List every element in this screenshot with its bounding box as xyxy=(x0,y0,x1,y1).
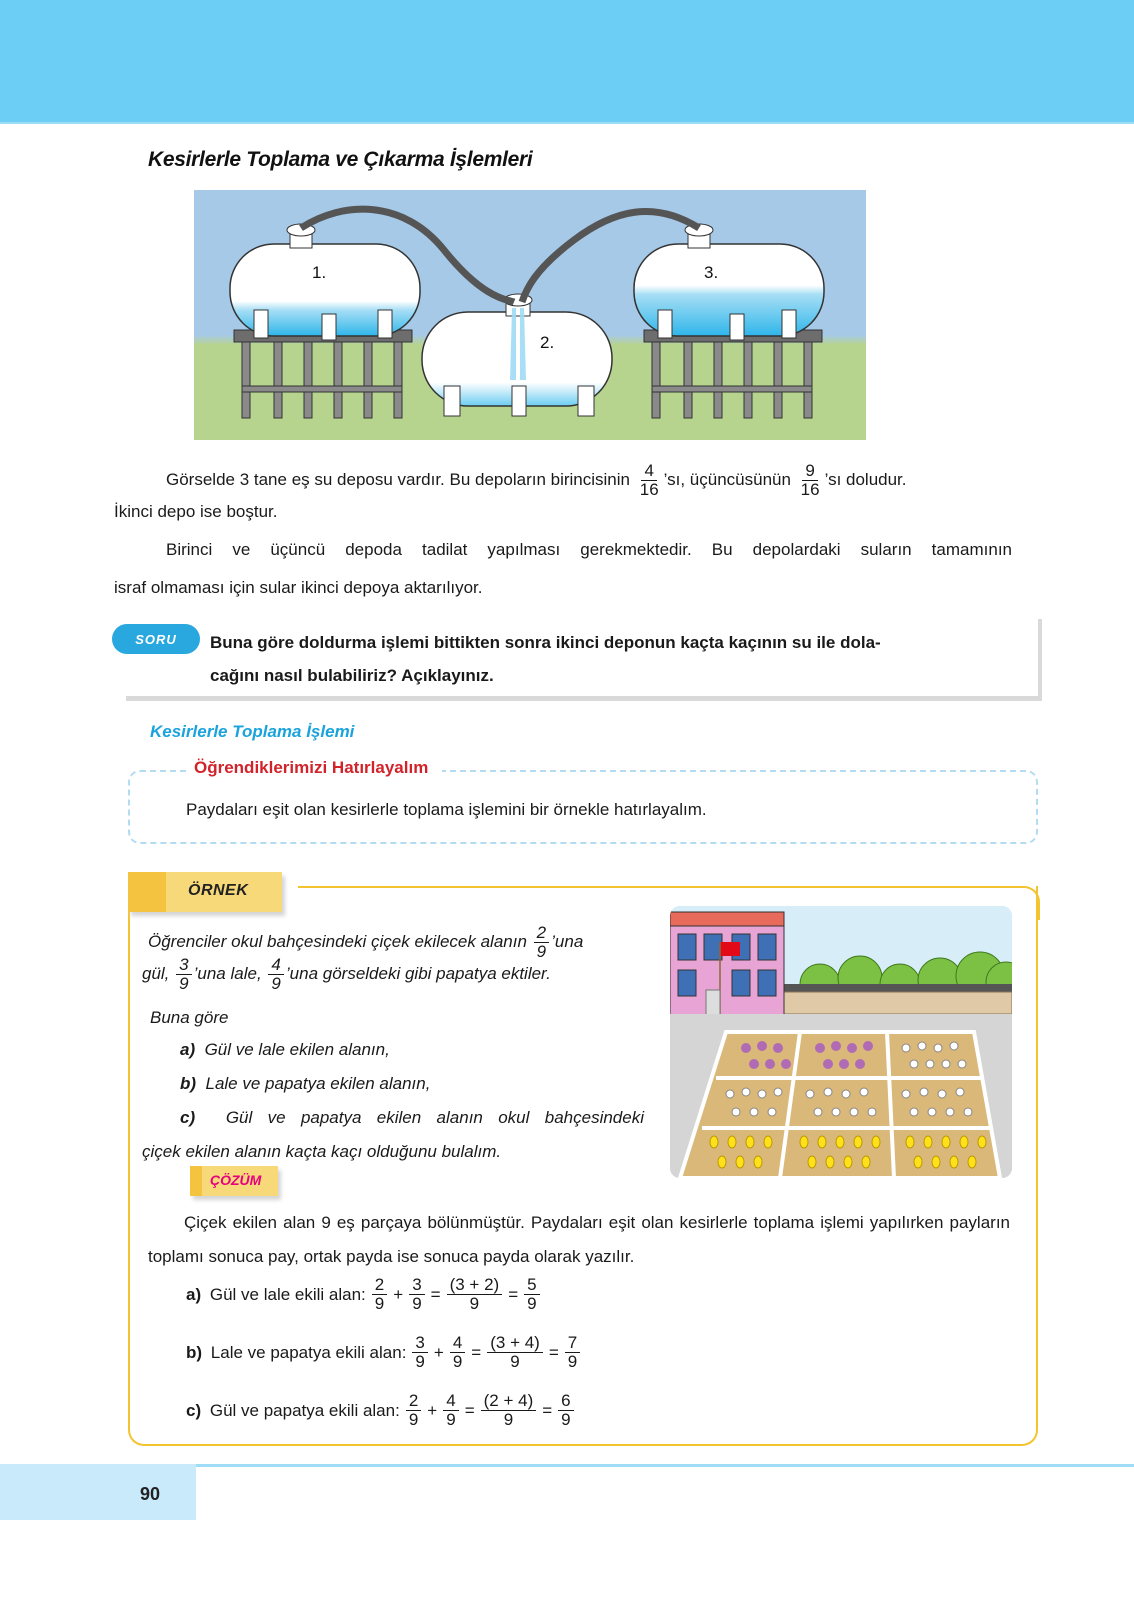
fraction-3-9: $\frac{3}{9}$ xyxy=(176,956,191,993)
solution-tab-label: ÇÖZÜM xyxy=(210,1172,262,1188)
water-tanks-illustration xyxy=(194,190,866,440)
example-item-c: c) Gül ve papatya ekilen alanın okul bahçesindeki xyxy=(180,1108,644,1127)
question-badge: SORU xyxy=(112,624,200,654)
intro-line-3: Birinci ve üçüncü depoda tadilat yapılması gerekmektedir. Bu depolardaki suların tamamının xyxy=(166,540,1012,559)
intro-line-1 xyxy=(166,462,907,499)
tank-3-label: 3. xyxy=(704,263,719,282)
fraction: $\frac{3}{9}$ xyxy=(412,1334,427,1371)
solution-tab-stripe xyxy=(190,1166,202,1196)
fraction: $\frac{(2 + 4)}{9}$ xyxy=(481,1392,537,1429)
section-title: Kesirlerle Toplama ve Çıkarma İşlemleri xyxy=(148,148,533,171)
solution-paragraph: Çiçek ekilen alan 9 eş parçaya bölünmüştür. Paydaları eşit olan kesirlerle toplama işlemi yapılırken payların toplamı sonuca pay, ortak payda ise sonuca payda olarak yazılır. xyxy=(148,1213,1010,1266)
example-line-3: Buna göre xyxy=(150,1008,229,1027)
fraction: $\frac{5}{9}$ xyxy=(524,1276,539,1313)
header-band xyxy=(0,0,1134,124)
fraction: $\frac{4}{9}$ xyxy=(443,1392,458,1429)
tank-2-label: 2. xyxy=(540,333,555,352)
school-garden-illustration xyxy=(670,906,1012,1178)
intro-text: ’sı doludur. xyxy=(824,469,907,489)
question-line-1: Buna göre doldurma işlemi bittikten sonra ikinci deponun kaçta kaçının su ile dola- xyxy=(210,633,881,652)
equation-b: b) Lale ve papatya ekili alan: $\frac{3}{9}$ + $\frac{4}{9}$ = $\frac{(3 + 4)}{9}$ = $\frac{7}{9}$ xyxy=(186,1334,582,1371)
subsection-title: Kesirlerle Toplama İşlemi xyxy=(150,722,355,741)
equation-a: a) Gül ve lale ekili alan: $\frac{2}{9}$ + $\frac{3}{9}$ = $\frac{(3 + 2)}{9}$ = $\frac{5}{9}$ xyxy=(186,1276,542,1313)
example-item-a: a) Gül ve lale ekilen alanın, xyxy=(180,1040,390,1059)
page-number: 90 xyxy=(140,1484,161,1504)
example-card-top-border xyxy=(298,886,1018,888)
example-line-last: çiçek ekilen alanın kaçta kaçı olduğunu bulalım. xyxy=(142,1142,502,1161)
fraction: $\frac{(3 + 4)}{9}$ xyxy=(487,1334,543,1371)
intro-text: Görselde 3 tane eş su deposu vardır. Bu depoların birincisinin xyxy=(166,469,630,489)
intro-line-2: İkinci depo ise boştur. xyxy=(114,502,278,521)
fraction: $\frac{2}{9}$ xyxy=(406,1392,421,1429)
question-text xyxy=(210,626,1018,692)
fraction: $\frac{6}{9}$ xyxy=(558,1392,573,1429)
example-tab xyxy=(128,872,282,912)
fraction-4-16: $\frac{4}{16}$ xyxy=(639,461,659,499)
solution-tab xyxy=(190,1166,278,1196)
intro-text: ’sı, üçüncüsünün xyxy=(663,469,791,489)
example-line-1: Öğrenciler okul bahçesindeki çiçek ekilecek alanın $\frac{2}{9}$ ’una xyxy=(148,923,584,961)
fraction-2-9: $\frac{2}{9}$ xyxy=(534,924,549,961)
example-tab-stripe xyxy=(128,872,166,912)
question-line-2: cağını nasıl bulabiliriz? Açıklayınız. xyxy=(210,666,494,685)
fraction: $\frac{2}{9}$ xyxy=(372,1276,387,1313)
fraction-9-16: $\frac{9}{16}$ xyxy=(800,461,820,499)
example-item-b: b) Lale ve papatya ekilen alanın, xyxy=(180,1074,431,1093)
footer-line xyxy=(196,1464,1134,1467)
recall-text: Paydaları eşit olan kesirlerle toplama işlemini bir örnekle hatırlayalım. xyxy=(186,800,707,819)
fraction: $\frac{4}{9}$ xyxy=(450,1334,465,1371)
tank-1-label: 1. xyxy=(312,263,327,282)
example-tab-label: ÖRNEK xyxy=(188,882,249,899)
fraction: $\frac{3}{9}$ xyxy=(409,1276,424,1313)
fraction-4-9: $\frac{4}{9}$ xyxy=(268,956,283,993)
recall-title: Öğrendiklerimizi Hatırlayalım xyxy=(186,758,442,778)
footer-page-box xyxy=(0,1464,196,1520)
tanks-svg xyxy=(194,190,866,440)
intro-line-4: israf olmaması için sular ikinci depoya aktarılıyor. xyxy=(114,578,483,597)
fraction: $\frac{7}{9}$ xyxy=(565,1334,580,1371)
garden-svg xyxy=(670,906,1012,1178)
equation-c: c) Gül ve papatya ekili alan: $\frac{2}{9}$ + $\frac{4}{9}$ = $\frac{(2 + 4)}{9}$ = $\frac{6}{9}$ xyxy=(186,1392,576,1429)
fraction: $\frac{(3 + 2)}{9}$ xyxy=(447,1276,503,1313)
example-line-2: gül, $\frac{3}{9}$ ’una lale, $\frac{4}{9}$ ’una görseldeki gibi papatya ektiler. xyxy=(142,955,551,993)
